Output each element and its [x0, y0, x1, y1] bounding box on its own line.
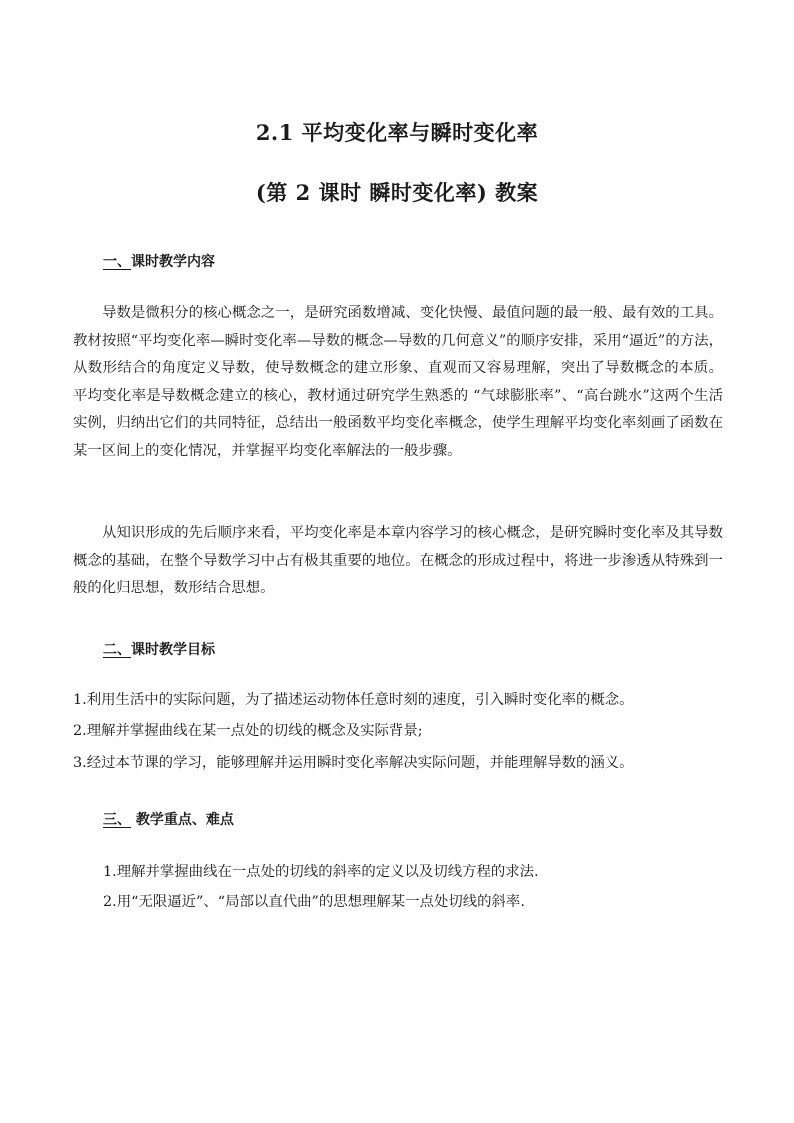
section-label: 教学重点、难点	[131, 812, 234, 828]
document-subtitle: (第 2 课时 瞬时变化率) 教案	[255, 180, 539, 205]
key-point-item-1: 1.理解并掌握曲线在一点处的切线的斜率的定义以及切线方程的求法.	[103, 864, 539, 880]
section-label: 课时教学目标	[131, 642, 215, 658]
section-heading-content	[103, 251, 215, 271]
content-paragraph-2: 从知识形成的先后顺序来看，平均变化率是本章内容学习的核心概念，是研究瞬时变化率及其导数概念的基础，在整个导数学习中占有极其重要的地位。在概念的形成过程中，将进一步渗透从特殊到一般的化归思想，数形结合思想。	[73, 525, 723, 597]
objective-item-2: 2.理解并掌握曲线在某一点处的切线的概念及实际背景;	[73, 723, 423, 739]
section-number: 一、	[103, 254, 131, 270]
key-point-item-2: 2.用“无限逼近”、“局部以直代曲”的思想理解某一点处切线的斜率.	[103, 894, 525, 910]
section-heading-objectives	[103, 639, 215, 659]
objective-item-1: 1.利用生活中的实际问题，为了描述运动物体任意时刻的速度，引入瞬时变化率的概念。	[73, 692, 634, 708]
section-label: 课时教学内容	[131, 254, 215, 270]
section-number: 三、	[103, 812, 131, 828]
content-paragraph-1: 导数是微积分的核心概念之一，是研究函数增减、变化快慢、最值问题的最一般、最有效的工具。教材按照“平均变化率—瞬时变化率—导数的概念—导数的几何意义”的顺序安排，采用“逼近”的方法，从数形结合的角度定义导数，使导数概念的建立形象、直观而又容易理解，突出了导数概念的本质。 平均变化率是导数概念建立的核心，教材通过研究学生熟悉的 “气球膨胀率”、“高台跳水”这两个生活实例，归纳出它们的共同特征，总结出一般函数平均变化率概念，使学生理解平均变化率刻画了函数在某一区间上的变化情况，并掌握平均变化率解法的一般步骤。	[73, 305, 723, 459]
section-heading-key-points	[103, 809, 234, 829]
section-number: 二、	[103, 642, 131, 658]
objective-item-3: 3.经过本节课的学习，能够理解并运用瞬时变化率解决实际问题，并能理解导数的涵义。	[73, 755, 634, 771]
document-title: 2.1 平均变化率与瞬时变化率	[255, 120, 539, 145]
